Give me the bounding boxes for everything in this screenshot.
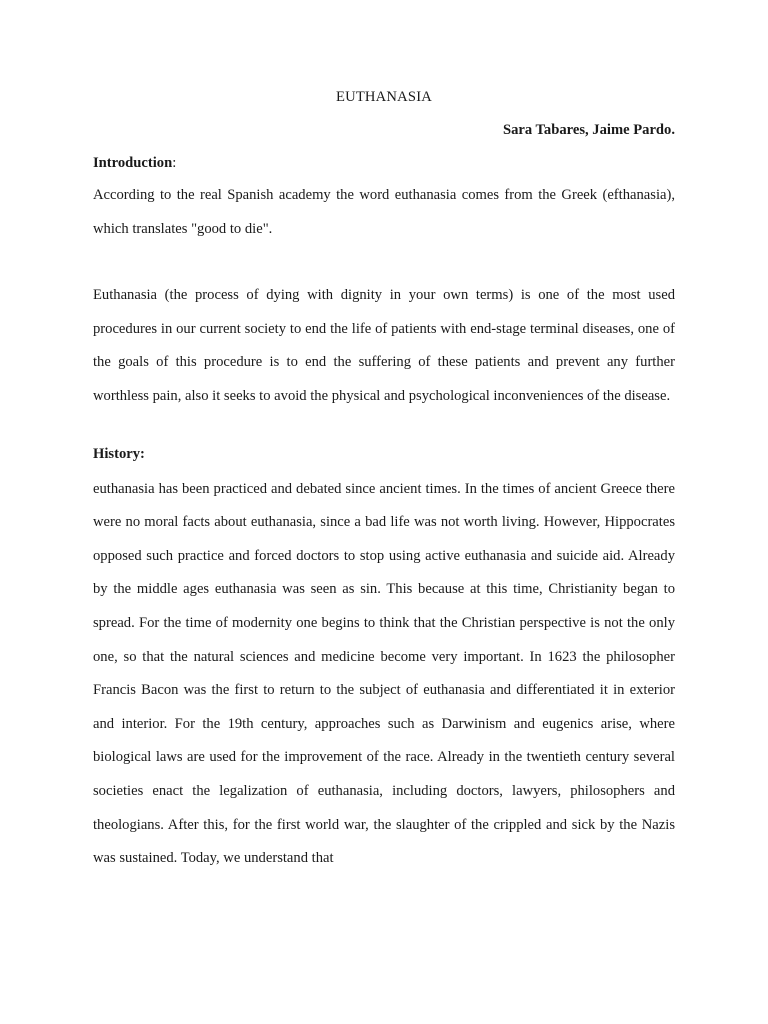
section-heading-introduction xyxy=(93,152,675,174)
section-heading-introduction-text: Introduction xyxy=(93,155,173,171)
section-heading-history: History: xyxy=(93,445,145,462)
paragraph-introduction-2: Euthanasia (the process of dying with dignity in your own terms) is one of the most used procedures in our current society to end the life of patients with end-stage terminal diseases, one of the goals of this procedure is to end the suffering of these patients and prevent any further worthless pain, also it seeks to avoid the physical and psychological inconveniences of the disease. xyxy=(93,287,675,404)
document-title: EUTHANASIA xyxy=(335,89,433,105)
paragraph-introduction-1: According to the real Spanish academy the word euthanasia comes from the Greek (efthanasia), which translates "good to die". xyxy=(93,187,675,237)
document-authors: Sara Tabares, Jaime Pardo. xyxy=(502,122,675,138)
paragraph-history-1: euthanasia has been practiced and debated since ancient times. In the times of ancient Greece there were no moral facts about euthanasia, since a bad life was not worth living. However, Hippocrates opposed such practice and forced doctors to stop using active euthanasia and suicide aid. Already by the middle ages euthanasia was seen as sin. This because at this time, Christianity began to spread. For the time of modernity one begins to think that the Christian perspective is not the only one, so that the natural sciences and medicine become very important. In 1623 the philosopher Francis Bacon was the first to return to the subject of euthanasia and differentiated it in exterior and interior. For the 19th century, approaches such as Darwinism and eugenics arise, where biological laws are used for the improvement of the race. Already in the twentieth century several societies enact the legalization of euthanasia, including doctors, lawyers, philosophers and theologians. After this, for the first world war, the slaughter of the crippled and sick by the Nazis was sustained. Today, we understand that xyxy=(93,480,675,867)
document-body xyxy=(93,86,675,876)
section-heading-introduction-colon: : xyxy=(172,155,177,171)
